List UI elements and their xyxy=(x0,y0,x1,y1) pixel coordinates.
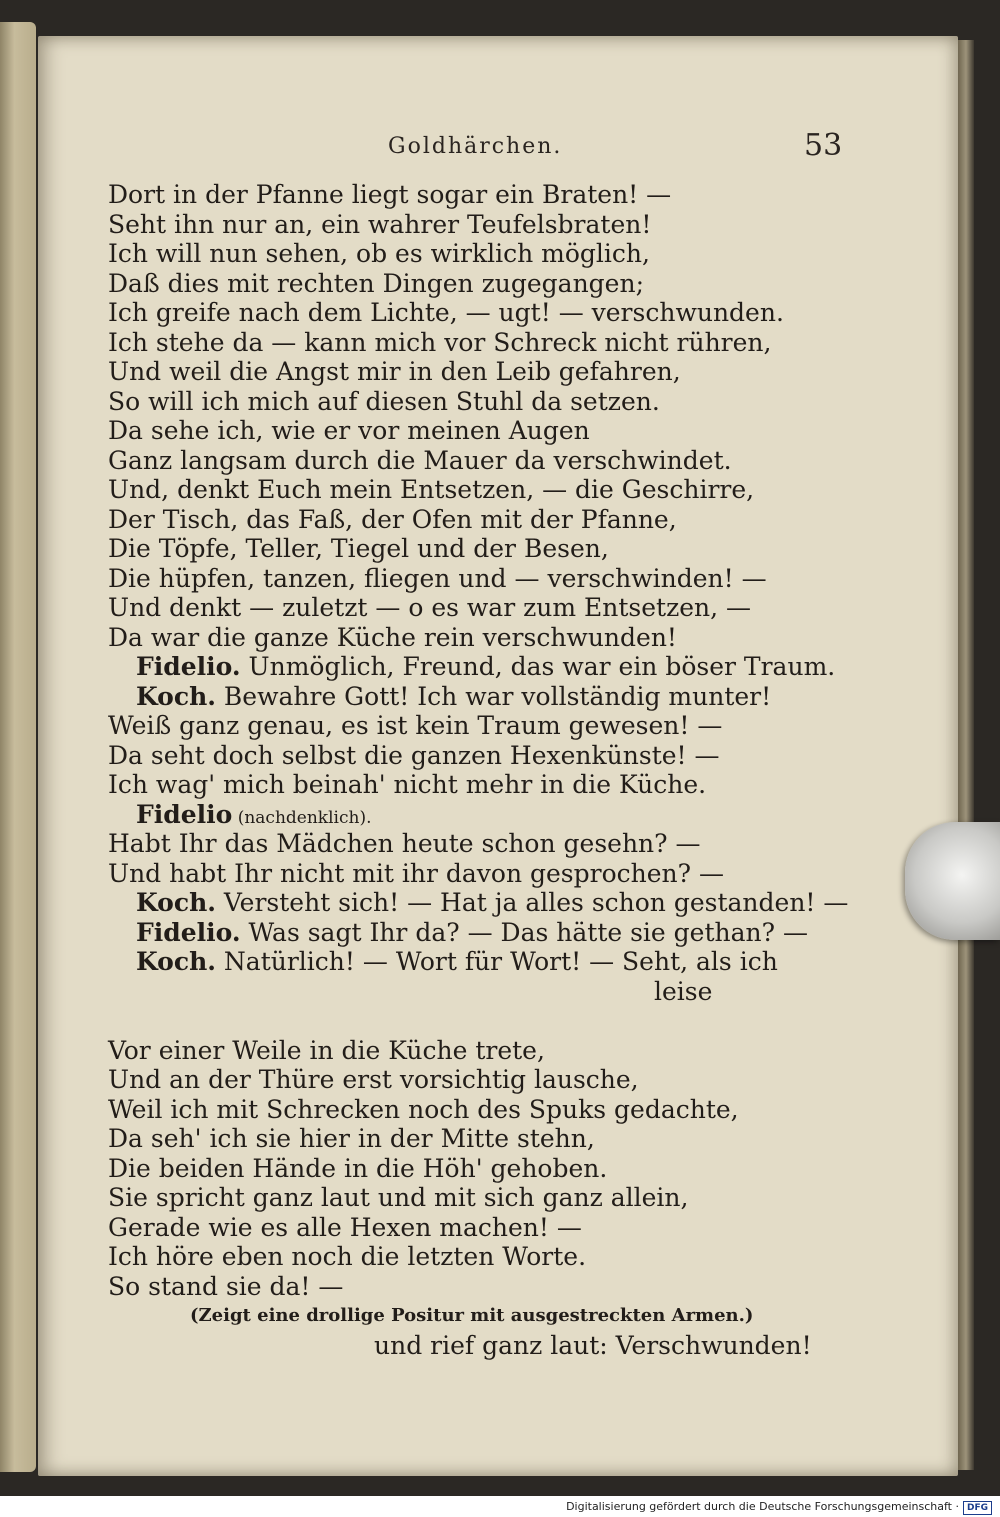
speaker-name: Koch. xyxy=(136,681,216,711)
blank-line xyxy=(108,1006,848,1036)
text-line: Die beiden Hände in die Höh' gehoben. xyxy=(108,1153,608,1183)
text-line: Da seht doch selbst die ganzen Hexenkünste! — xyxy=(108,740,720,770)
speech-line xyxy=(108,800,848,830)
stage-direction: (Zeigt eine drollige Positur mit ausgestreckten Armen.) xyxy=(190,1305,754,1326)
text-line: Und habt Ihr nicht mit ihr davon gesprochen? — xyxy=(108,858,724,888)
speech-line xyxy=(108,652,848,682)
speaker-name: Fidelio. xyxy=(136,917,241,947)
text-line: Gerade wie es alle Hexen machen! — xyxy=(108,1212,582,1242)
page-number: 53 xyxy=(804,128,843,163)
text-line: Da war die ganze Küche rein verschwunden! xyxy=(108,622,677,652)
speech-text: Was sagt Ihr da? — Das hätte sie gethan? — xyxy=(240,917,808,947)
digitization-footer xyxy=(0,1496,1000,1517)
text-line: Die hüpfen, tanzen, fliegen und — verschwinden! — xyxy=(108,563,767,593)
text-line: Ich will nun sehen, ob es wirklich möglich, xyxy=(108,239,650,268)
text-line: Sie spricht ganz laut und mit sich ganz allein, xyxy=(108,1183,689,1212)
continuation-word: leise xyxy=(654,976,713,1006)
speech-text: Unmöglich, Freund, das war ein böser Traum. xyxy=(240,652,836,681)
text-line: Ich greife nach dem Lichte, — ugt! — verschwunden. xyxy=(108,298,784,327)
speech-line xyxy=(108,918,848,948)
text-line: Da seh' ich sie hier in der Mitte stehn, xyxy=(108,1124,595,1153)
page-clip-icon xyxy=(905,822,1000,940)
text-line: Ich höre eben noch die letzten Worte. xyxy=(108,1242,587,1271)
text-line: Und weil die Angst mir in den Leib gefahren, xyxy=(108,357,681,386)
speaker-name: Koch. xyxy=(136,947,216,976)
speech-line xyxy=(108,888,848,918)
speech-line xyxy=(108,682,848,712)
dfg-logo-icon: DFG xyxy=(963,1501,992,1515)
text-line: Habt Ihr das Mädchen heute schon gesehn? — xyxy=(108,829,701,858)
stage-note: (nachdenklich). xyxy=(232,807,372,828)
text-line: Die Töpfe, Teller, Tiegel und der Besen, xyxy=(108,534,609,563)
text-line: Und an der Thüre erst vorsichtig lausche, xyxy=(108,1065,639,1094)
book-right-edge xyxy=(958,40,974,1470)
previous-page-edge xyxy=(0,22,36,1472)
footer-text: Digitalisierung gefördert durch die Deutsche Forschungsgemeinschaft · xyxy=(566,1500,959,1513)
text-line: Da sehe ich, wie er vor meinen Augen xyxy=(108,416,590,445)
text-line: Weiß ganz genau, es ist kein Traum gewesen! — xyxy=(108,711,723,740)
text-line: Vor einer Weile in die Küche trete, xyxy=(108,1035,545,1065)
text-line: So stand sie da! — xyxy=(108,1271,344,1301)
speech-text: Versteht sich! — Hat ja alles schon gestanden! — xyxy=(215,888,849,917)
speech-text: Bewahre Gott! Ich war vollständig munter! xyxy=(215,681,772,711)
text-line: Daß dies mit rechten Dingen zugegangen; xyxy=(108,268,644,298)
text-line: Der Tisch, das Faß, der Ofen mit der Pfanne, xyxy=(108,504,677,534)
speaker-name: Koch. xyxy=(136,888,216,917)
speech-line xyxy=(108,947,848,977)
speaker-name: Fidelio xyxy=(136,799,233,829)
text-line: Dort in der Pfanne liegt sogar ein Braten! — xyxy=(108,180,672,209)
text-line: Ganz langsam durch die Mauer da verschwindet. xyxy=(108,445,732,475)
text-line: Und, denkt Euch mein Entsetzen, — die Geschirre, xyxy=(108,475,755,504)
text-line: Ich wag' mich beinah' nicht mehr in die Küche. xyxy=(108,770,707,799)
speech-text: Natürlich! — Wort für Wort! — Seht, als ich xyxy=(215,947,778,976)
text-line: Ich stehe da — kann mich vor Schreck nicht rühren, xyxy=(108,327,772,357)
text-line: Und denkt — zuletzt — o es war zum Entsetzen, — xyxy=(108,593,752,622)
text-line: So will ich mich auf diesen Stuhl da setzen. xyxy=(108,386,660,416)
body-text xyxy=(108,180,848,1360)
text-line: Seht ihn nur an, ein wahrer Teufelsbraten! xyxy=(108,209,652,239)
final-line: und rief ganz laut: Verschwunden! xyxy=(374,1330,812,1360)
text-line: Weil ich mit Schrecken noch des Spuks gedachte, xyxy=(108,1094,739,1124)
speaker-name: Fidelio. xyxy=(136,652,241,681)
running-head: Goldhärchen. xyxy=(388,134,563,159)
